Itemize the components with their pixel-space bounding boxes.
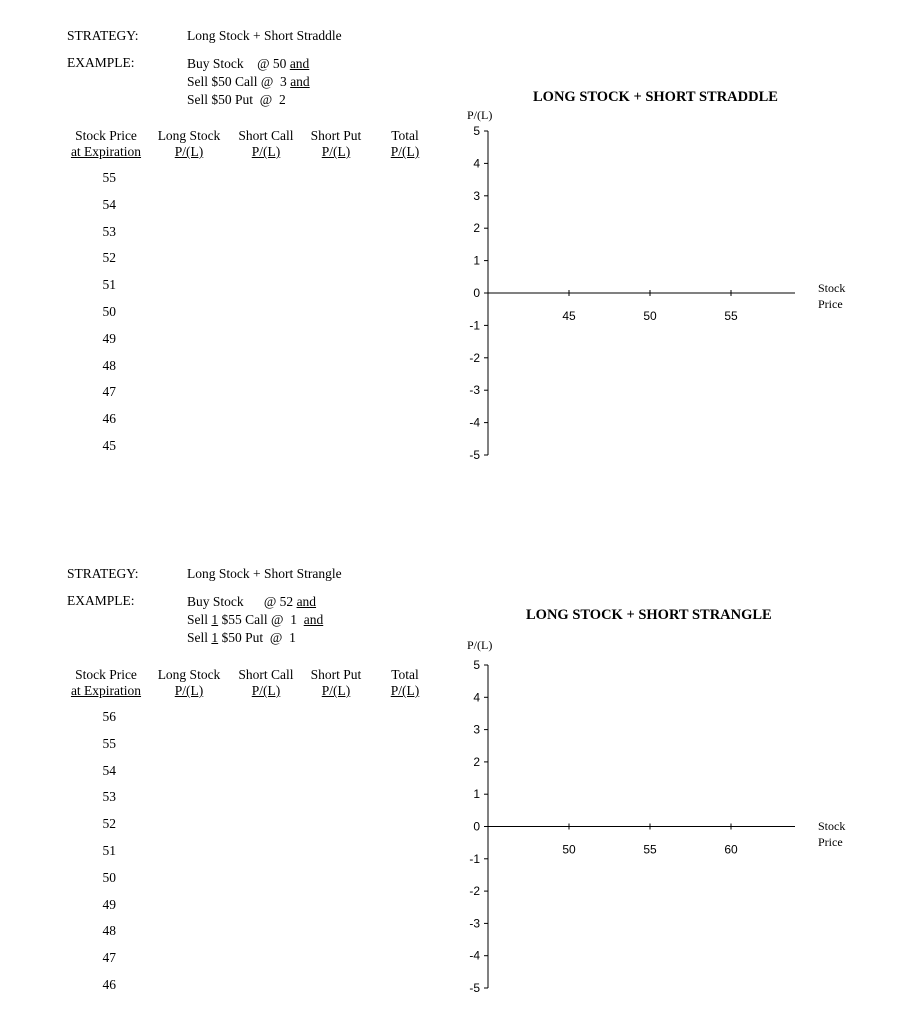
y-tick-label: -1 <box>469 851 480 866</box>
y-tick-label: -5 <box>469 981 480 995</box>
x-tick-label: 60 <box>724 842 738 857</box>
example-line: Buy Stock @ 50 and <box>187 56 310 71</box>
price-row: 49 <box>102 330 116 346</box>
price-row: 46 <box>102 977 116 992</box>
price-row: 45 <box>102 438 116 453</box>
example-line: Sell 1 $50 Put @ 1 <box>187 630 296 645</box>
y-tick-label: 5 <box>473 124 480 138</box>
y-tick-label: -4 <box>469 948 480 963</box>
price-row: 52 <box>102 250 116 266</box>
x-axis-label: Stock <box>818 281 846 295</box>
col-header-stock-price: Stock Price at Expiration <box>70 128 142 159</box>
strategy-label: STRATEGY: <box>67 566 139 581</box>
price-row: 54 <box>102 762 116 778</box>
x-axis-label: Stock <box>818 819 846 833</box>
x-tick-label: 55 <box>724 309 738 323</box>
example-line: Sell $50 Call @ 3 and <box>187 74 310 89</box>
example-line: Sell $50 Put @ 2 <box>187 92 286 107</box>
x-axis-label: Price <box>818 835 843 849</box>
col-header-short-put: Short Put P/(L) <box>310 128 362 159</box>
col-header-short-put: Short Put P/(L) <box>310 667 362 698</box>
y-tick-label: -4 <box>469 415 480 430</box>
x-axis-label: Price <box>818 297 843 311</box>
price-row: 49 <box>102 896 116 912</box>
example-line: Buy Stock @ 52 and <box>187 594 317 609</box>
strategy-label: STRATEGY: <box>67 28 139 43</box>
y-axis-label: P/(L) <box>467 108 493 122</box>
example-line: Sell 1 $55 Call @ 1 and <box>187 612 324 627</box>
x-tick-label: 45 <box>562 309 576 323</box>
y-tick-label: -5 <box>469 448 480 462</box>
y-tick-label: 3 <box>473 722 480 737</box>
strategy-value: Long Stock + Short Straddle <box>187 28 342 43</box>
price-row: 50 <box>102 304 116 319</box>
price-row: 54 <box>102 196 116 212</box>
chart-title: LONG STOCK + SHORT STRANGLE <box>526 607 772 623</box>
example-label: EXAMPLE: <box>67 55 135 70</box>
price-row: 51 <box>102 843 116 858</box>
x-tick-label: 50 <box>643 309 657 323</box>
y-tick-label: 2 <box>473 221 480 236</box>
price-row: 52 <box>102 816 116 832</box>
chart-title: LONG STOCK + SHORT STRADDLE <box>533 89 778 105</box>
col-header-long-stock: Long Stock P/(L) <box>157 667 221 698</box>
price-row: 53 <box>102 223 116 239</box>
y-tick-label: 4 <box>473 690 480 705</box>
col-header-short-call: Short Call P/(L) <box>238 667 294 698</box>
strategy-value: Long Stock + Short Strangle <box>187 566 342 581</box>
price-row: 48 <box>102 357 116 373</box>
example-label: EXAMPLE: <box>67 593 135 608</box>
y-tick-label: 3 <box>473 188 480 203</box>
price-row: 48 <box>102 923 116 939</box>
col-header-stock-price: Stock Price at Expiration <box>70 667 142 698</box>
price-row: 55 <box>102 170 116 185</box>
y-tick-label: 1 <box>473 787 480 802</box>
y-tick-label: -3 <box>469 383 480 398</box>
y-tick-label: -2 <box>469 350 480 365</box>
price-row: 55 <box>102 735 116 751</box>
x-tick-label: 55 <box>643 842 657 857</box>
y-tick-label: 2 <box>473 754 480 769</box>
y-tick-label: 5 <box>473 658 480 672</box>
y-tick-label: -3 <box>469 916 480 931</box>
col-header-total: Total P/(L) <box>390 128 420 159</box>
price-row: 46 <box>102 411 116 427</box>
y-tick-label: -1 <box>469 318 480 333</box>
price-row: 47 <box>102 384 116 400</box>
price-row: 50 <box>102 869 116 885</box>
y-tick-label: 0 <box>473 819 480 834</box>
y-tick-label: -2 <box>469 884 480 899</box>
col-header-long-stock: Long Stock P/(L) <box>157 128 221 159</box>
col-header-short-call: Short Call P/(L) <box>238 128 294 159</box>
y-tick-label: 1 <box>473 253 480 268</box>
price-row: 56 <box>102 709 116 724</box>
price-row: 47 <box>102 950 116 966</box>
price-row: 53 <box>102 789 116 805</box>
price-row: 51 <box>102 277 116 293</box>
y-tick-label: 0 <box>473 286 480 300</box>
y-tick-label: 4 <box>473 156 480 171</box>
x-tick-label: 50 <box>562 842 576 857</box>
col-header-total: Total P/(L) <box>390 667 420 698</box>
y-axis-label: P/(L) <box>467 638 493 652</box>
